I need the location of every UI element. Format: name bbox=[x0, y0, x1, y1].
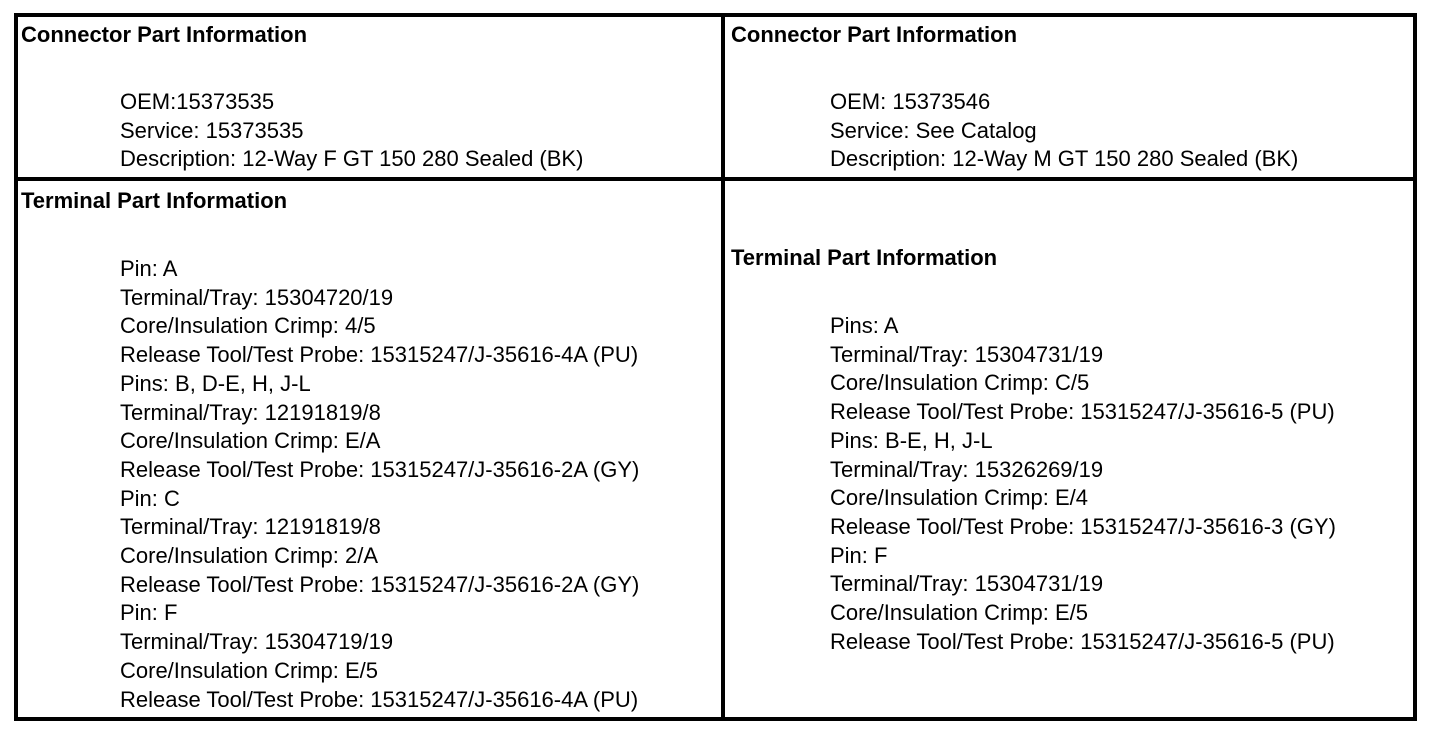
terminal-line: Release Tool/Test Probe: 15315247/J-35616-2A (GY) bbox=[120, 456, 640, 482]
terminal-line: Terminal/Tray: 15326269/19 bbox=[830, 456, 1104, 482]
terminal-line: Pin: F bbox=[830, 542, 888, 568]
terminal-line: Release Tool/Test Probe: 15315247/J-35616-4A (PU) bbox=[120, 342, 639, 368]
terminal-line: Core/Insulation Crimp: E/5 bbox=[830, 600, 1088, 626]
terminal-line: Pin: F bbox=[120, 600, 178, 626]
terminal-line: Terminal/Tray: 15304719/19 bbox=[120, 629, 394, 655]
description-line-left: Description: 12-Way F GT 150 280 Sealed (BK) bbox=[120, 146, 584, 172]
connector-lines-left bbox=[120, 88, 583, 174]
terminal-line: Terminal/Tray: 15304720/19 bbox=[120, 284, 394, 310]
terminal-lines-left bbox=[120, 255, 639, 714]
terminal-line: Terminal/Tray: 12191819/8 bbox=[120, 399, 381, 425]
terminal-line: Release Tool/Test Probe: 15315247/J-35616-3 (GY) bbox=[830, 513, 1336, 539]
connector-heading-right: Connector Part Information bbox=[731, 22, 1018, 47]
terminal-line: Terminal/Tray: 15304731/19 bbox=[830, 341, 1104, 367]
connector-lines-right bbox=[830, 88, 1298, 174]
terminal-line: Terminal/Tray: 12191819/8 bbox=[120, 514, 381, 540]
terminal-line: Pin: A bbox=[120, 256, 178, 281]
terminal-line: Pins: A bbox=[830, 313, 899, 338]
column-divider bbox=[721, 13, 725, 721]
terminal-line: Core/Insulation Crimp: 4/5 bbox=[120, 313, 376, 339]
terminal-line: Pins: B-E, H, J-L bbox=[830, 427, 993, 453]
terminal-line: Core/Insulation Crimp: E/4 bbox=[830, 485, 1088, 511]
service-line-right: Service: See Catalog bbox=[830, 117, 1037, 143]
terminal-line: Core/Insulation Crimp: E/A bbox=[120, 428, 381, 454]
terminal-line: Release Tool/Test Probe: 15315247/J-35616-2A (GY) bbox=[120, 571, 640, 597]
terminal-line: Pin: C bbox=[120, 485, 180, 511]
terminal-line: Release Tool/Test Probe: 15315247/J-35616-5 (PU) bbox=[830, 628, 1335, 654]
terminal-line: Core/Insulation Crimp: 2/A bbox=[120, 543, 378, 569]
service-line-left: Service: 15373535 bbox=[120, 117, 304, 143]
oem-line-left: OEM:15373535 bbox=[120, 89, 275, 114]
terminal-line: Core/Insulation Crimp: C/5 bbox=[830, 370, 1090, 396]
terminal-line: Core/Insulation Crimp: E/5 bbox=[120, 657, 378, 683]
description-line-right: Description: 12-Way M GT 150 280 Sealed (BK) bbox=[830, 146, 1299, 172]
terminal-line: Release Tool/Test Probe: 15315247/J-35616-4A (PU) bbox=[120, 686, 639, 712]
oem-line-right: OEM: 15373546 bbox=[830, 89, 991, 114]
terminal-line: Terminal/Tray: 15304731/19 bbox=[830, 571, 1104, 597]
terminal-heading-right: Terminal Part Information bbox=[731, 245, 998, 270]
terminal-lines-right bbox=[830, 312, 1336, 656]
terminal-heading-left: Terminal Part Information bbox=[21, 188, 288, 213]
terminal-line: Pins: B, D-E, H, J-L bbox=[120, 370, 311, 396]
row-divider bbox=[14, 177, 1417, 181]
connector-heading-left: Connector Part Information bbox=[21, 22, 308, 47]
terminal-line: Release Tool/Test Probe: 15315247/J-35616-5 (PU) bbox=[830, 399, 1335, 425]
